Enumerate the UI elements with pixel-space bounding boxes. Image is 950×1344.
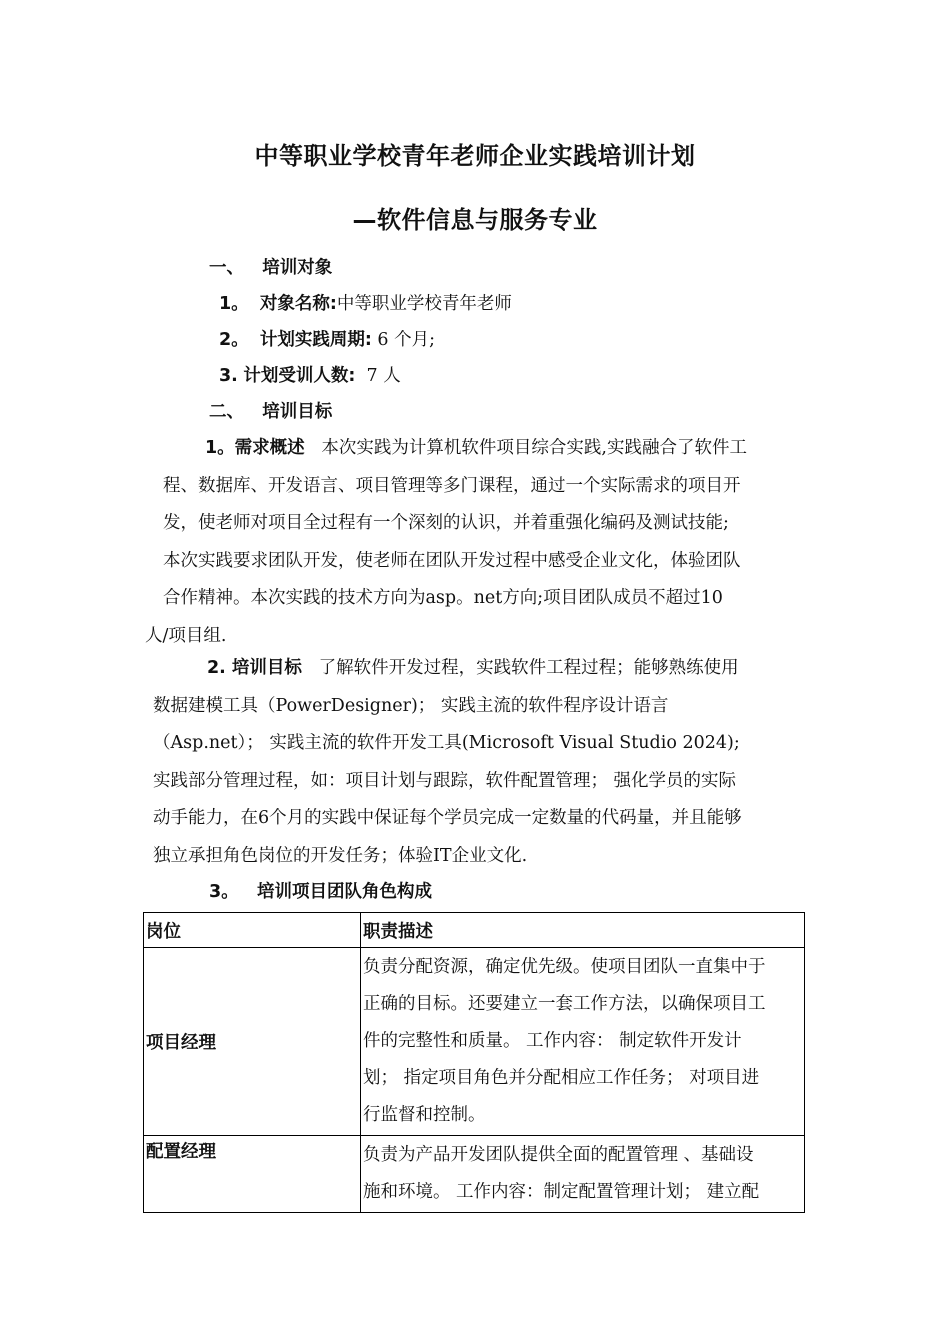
section2-title: 培训目标 (262, 402, 333, 422)
paragraph-line: 本次实践要求团队开发，使老师在团队开发过程中感受企业文化，体验团队 (163, 550, 741, 571)
paragraph-line: 本次实践为计算机软件项目综合实践,实践融合了软件工 (321, 438, 747, 458)
paragraph-line: 动手能力，在6个月的实践中保证每个学员完成一定数量的代码量，并且能够 (153, 808, 742, 828)
description-line: 正确的目标。还要建立一套工作方法，以确保项目工 (363, 994, 766, 1014)
section1-heading (209, 256, 332, 280)
description-line: 划； 指定项目角色并分配相应工作任务； 对项目进 (363, 1068, 760, 1088)
description-line: 负责为产品开发团队提供全面的配置管理 、基础设 (363, 1145, 754, 1165)
paragraph-line: 实践部分管理过程，如：项目计划与跟踪，软件配置管理； 强化学员的实际 (153, 770, 737, 791)
section1-item-2 (219, 328, 435, 352)
subsection-title: 培训项目团队角色构成 (256, 882, 432, 902)
table-cell-position: 配置经理 (144, 1136, 361, 1213)
paragraph-label: 1。需求概述 (205, 438, 305, 458)
paragraph-line: 数据建模工具（PowerDesigner)； 实践主流的软件程序设计语言 (153, 695, 669, 716)
paragraph-line: 合作精神。本次实践的技术方向为asp。net方向;项目团队成员不超过10 (163, 588, 723, 608)
description-line: 负责分配资源，确定优先级。使项目团队一直集中于 (363, 957, 766, 977)
subsection-team-roles (209, 880, 432, 904)
description-line: 件的完整性和质量。 工作内容： 制定软件开发计 (363, 1031, 742, 1051)
table-row (144, 1136, 805, 1213)
section1-number: 一、 (209, 258, 244, 278)
paragraph-requirements (145, 430, 747, 655)
document-subtitle: —软件信息与服务专业 (352, 206, 598, 234)
section1-item-1 (219, 292, 512, 316)
item-label: 计划受训人数: (243, 366, 356, 386)
paragraph-line: 独立承担角色岗位的开发任务；体验IT企业文化. (153, 845, 528, 866)
paragraph-label: 2. 培训目标 (207, 658, 302, 678)
paragraph-line: 程、数据库、开发语言、项目管理等多门课程，通过一个实际需求的项目开 (163, 475, 741, 496)
description-line: 行监督和控制。 (363, 1105, 486, 1125)
paragraph-line: 发，使老师对项目全过程有一个深刻的认识，并着重强化编码及测试技能; (163, 513, 729, 533)
table-cell-description (361, 1136, 805, 1213)
table-row (144, 948, 805, 1136)
table-header-description: 职责描述 (361, 913, 805, 948)
subsection-number: 3。 (209, 882, 239, 902)
roles-table (143, 912, 805, 1213)
item-number: 3. (219, 366, 238, 386)
description-line: 施和环境。 工作内容：制定配置管理计划； 建立配 (363, 1182, 760, 1202)
section2-heading (209, 400, 332, 424)
section2-number: 二、 (209, 402, 244, 422)
item-number: 2。 (219, 330, 249, 350)
paragraph-line: 人/项目组. (145, 625, 227, 646)
section1-item-3 (219, 364, 401, 388)
paragraph-line: （Asp.net）； 实践主流的软件开发工具(Microsoft Visual Studio 2024); (153, 733, 740, 753)
item-value: 7 人 (366, 366, 401, 386)
item-label: 对象名称: (259, 294, 337, 314)
item-label: 计划实践周期: (259, 330, 372, 350)
table-cell-description (361, 948, 805, 1136)
table-cell-position: 项目经理 (144, 948, 361, 1136)
table-header-row (144, 913, 805, 948)
document-title: 中等职业学校青年老师企业实践培训计划 (254, 142, 696, 170)
item-value: 6 个月; (377, 330, 435, 350)
section1-title: 培训对象 (262, 258, 333, 278)
table-header-position: 岗位 (144, 913, 361, 948)
item-value: 中等职业学校青年老师 (336, 294, 512, 314)
item-number: 1。 (219, 294, 249, 314)
paragraph-line: 了解软件开发过程，实践软件工程过程；能够熟练使用 (318, 658, 739, 678)
paragraph-training-goals (153, 650, 742, 875)
